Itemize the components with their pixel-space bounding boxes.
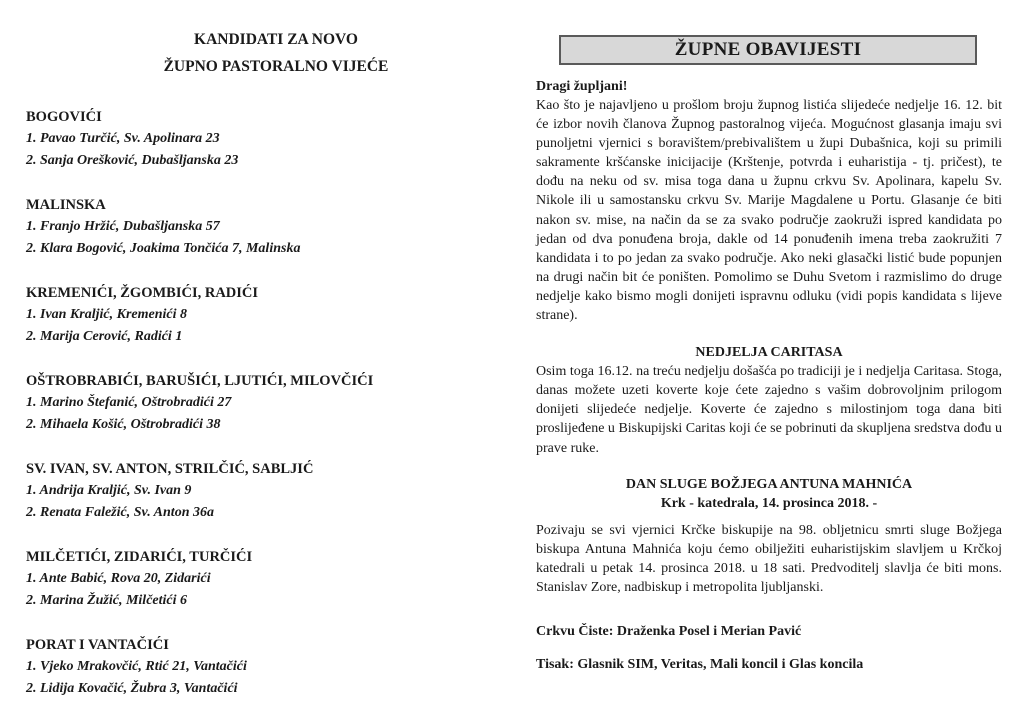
candidates-title-line2: ŽUPNO PASTORALNO VIJEĆE bbox=[163, 58, 389, 75]
greeting: Dragi župljani! bbox=[536, 79, 628, 94]
area-porat bbox=[26, 635, 486, 700]
print-note: Tisak: Glasnik SIM, Veritas, Mali koncil i Glas koncila bbox=[536, 656, 864, 672]
candidate-item: 1. Ivan Kraljić, Kremenići 8 bbox=[26, 307, 187, 322]
cleaning-note: Crkvu Čiste: Draženka Posel i Merian Pavić bbox=[536, 623, 802, 639]
election-paragraph: Kao što je najavljeno u prošlom broju župnog listića slijedeće nedjelje 16. 12. bit će izbor novih članova Župnog pastoralnog vijeća. Mogućnost glasanja imaju svi punoljetni vjernici s boravištem/prebivalištem u župi Dubašnica, koji su primili sakramente kršćanske inicijacije (Krštenje, potvrda i euharistija - tj. pričest), te dođu na neku od sv. misa toga dana u župnu crkvu Sv. Apolinara, kapelu Sv. Nikole ili u samostansku crkvu Sv. Marije Magdalene u Portu. Glasanje će biti nakon sv. mise, na način da se za svako područje zaokruži ispred kandidata po jedan od dva ponuđena broja, dakle od 14 ponuđenih imena treba zaokružiti 7 kandidata i to po jedan za svako područje. Ako neki glasački listić bude popunjen na drugi način bit će poništen. Pomolimo se Duhu Svetom i razmislimo do druge nedjelje kako bismo mogli donijeti ispravnu odluku (vidi popis kandidata s lijeve strane). bbox=[536, 98, 1002, 324]
announcements-header: ŽUPNE OBAVIJESTI bbox=[559, 35, 977, 65]
area-milcetici bbox=[26, 547, 486, 612]
mahnic-title: DAN SLUGE BOŽJEGA ANTUNA MAHNIĆA bbox=[625, 476, 913, 492]
candidate-item: 1. Vjeko Mrakovčić, Rtić 21, Vantačići bbox=[26, 659, 247, 674]
mahnic-section bbox=[536, 475, 1002, 597]
area-kremenici bbox=[26, 283, 486, 348]
area-bogovici bbox=[26, 107, 486, 172]
candidate-item: 1. Franjo Hržić, Dubašljanska 57 bbox=[26, 219, 220, 234]
area-sv-ivan bbox=[26, 459, 486, 524]
candidate-item: 1. Pavao Turčić, Sv. Apolinara 23 bbox=[26, 131, 220, 146]
caritas-paragraph: Osim toga 16.12. na treću nedjelju došašća po tradiciji je i nedjelja Caritasa. Stoga, danas možete uzeti koverte koje ćete zajedno s vašim dobrovoljnim prilogom donijeti slijedeće nedjelje. Koverte će zajedno s milostinjom toga dana biti proslijeđene u Biskupijski Caritas koji će se pobrinuti da skupljena sredstva dođu u prave ruke. bbox=[536, 364, 1002, 456]
mahnic-paragraph: Pozivaju se svi vjernici Krčke biskupije na 98. obljetnicu smrti sluge Božjega biskupa Antuna Mahnića koju ćemo obilježiti euharistijskim slavljem u Krčkoj katedrali u petak 14. prosinca 2018. u 18 sati. Predvoditelj slavlja će biti mons. Stanislav Zore, nadbiskup i metropolita ljubljanski. bbox=[536, 522, 1002, 595]
candidate-item: 2. Renata Faležić, Sv. Anton 36a bbox=[26, 505, 214, 520]
area-malinska bbox=[26, 195, 486, 260]
candidate-item: 1. Marino Štefanić, Oštrobradići 27 bbox=[26, 395, 232, 410]
candidates-title bbox=[26, 26, 476, 80]
candidate-item: 2. Klara Bogović, Joakima Tončića 7, Malinska bbox=[26, 241, 301, 256]
candidate-item: 1. Ante Babić, Rova 20, Zidarići bbox=[26, 571, 211, 586]
area-name: PORAT I VANTAČIĆI bbox=[26, 637, 169, 653]
area-name: SV. IVAN, SV. ANTON, STRILČIĆ, SABLJIĆ bbox=[26, 461, 314, 477]
candidates-title-line1: KANDIDATI ZA NOVO bbox=[194, 31, 358, 48]
candidate-item: 1. Andrija Kraljić, Sv. Ivan 9 bbox=[26, 483, 192, 498]
candidate-item: 2. Lidija Kovačić, Žubra 3, Vantačići bbox=[26, 681, 238, 696]
candidate-item: 2. Marina Žužić, Milčetići 6 bbox=[26, 593, 187, 608]
caritas-title: NEDJELJA CARITASA bbox=[695, 345, 843, 361]
candidate-item: 2. Mihaela Košić, Oštrobradići 38 bbox=[26, 417, 221, 432]
candidate-item: 2. Sanja Orešković, Dubašljanska 23 bbox=[26, 153, 239, 168]
area-name: OŠTROBRABIĆI, BARUŠIĆI, LJUTIĆI, MILOVČIĆI bbox=[26, 373, 374, 389]
area-name: BOGOVIĆI bbox=[26, 109, 102, 125]
announcements-column bbox=[536, 35, 1002, 674]
area-ostrobrabici bbox=[26, 371, 486, 436]
area-name: MILČETIĆI, ZIDARIĆI, TURČIĆI bbox=[26, 549, 253, 565]
area-name: MALINSKA bbox=[26, 197, 106, 213]
mahnic-subtitle: Krk - katedrala, 14. prosinca 2018. - bbox=[660, 495, 878, 511]
candidates-column bbox=[26, 26, 486, 723]
caritas-section bbox=[536, 343, 1002, 457]
candidate-item: 2. Marija Cerović, Radići 1 bbox=[26, 329, 183, 344]
area-name: KREMENIĆI, ŽGOMBIĆI, RADIĆI bbox=[26, 285, 259, 301]
